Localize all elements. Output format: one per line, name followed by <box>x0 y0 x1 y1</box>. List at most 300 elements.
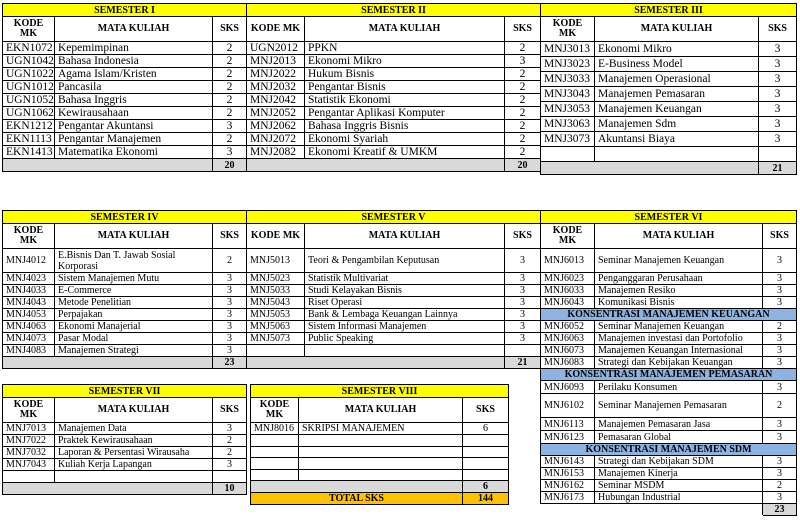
course-code: MNJ4033 <box>3 285 55 297</box>
kode-header: KODE MK <box>541 17 595 42</box>
course-code: MNJ7022 <box>3 435 55 447</box>
course-sks: 3 <box>759 102 797 117</box>
table-row <box>247 107 541 120</box>
total-label-cell <box>247 356 505 368</box>
course-name: Pengantar Bisnis <box>305 81 505 94</box>
table-row <box>247 249 541 273</box>
mata-kuliah-header: MATA KULIAH <box>595 17 759 42</box>
course-sks: 3 <box>505 297 541 309</box>
mata-kuliah-header: MATA KULIAH <box>305 17 505 42</box>
course-sks: 2 <box>213 42 247 55</box>
table-row <box>247 120 541 133</box>
course-code: MNJ5023 <box>247 273 305 285</box>
course-sks: 3 <box>213 297 247 309</box>
konsentrasi-sdm-title: KONSENTRASI MANAJEMEN SDM <box>541 444 797 456</box>
course-code: EKN1413 <box>3 146 55 159</box>
course-name: Manajemen Kinerja <box>595 468 763 480</box>
empty-cell <box>3 471 55 483</box>
course-sks: 2 <box>505 94 541 107</box>
empty-cell <box>247 345 305 357</box>
semester-1-table <box>2 3 247 172</box>
kode-header: KODE MK <box>247 17 305 42</box>
empty-cell <box>251 435 299 447</box>
course-name: Manajemen Keuangan Internasional <box>595 345 763 357</box>
course-code: MNJ6052 <box>541 321 595 333</box>
empty-cell <box>299 446 463 458</box>
table-row <box>3 94 247 107</box>
course-sks: 3 <box>763 249 797 273</box>
table-row <box>541 456 797 468</box>
table-row <box>3 285 247 297</box>
empty-cell <box>505 345 541 357</box>
course-code: MNJ2032 <box>247 81 305 94</box>
course-name: Sistem Manajemen Mutu <box>55 273 213 285</box>
course-name: Pancasila <box>55 81 213 94</box>
course-sks: 3 <box>763 273 797 285</box>
semester-1-title: SEMESTER I <box>3 4 247 17</box>
table-row <box>247 146 541 159</box>
course-name: Penganggaran Perusahaan <box>595 273 763 285</box>
course-code: MNJ6093 <box>541 381 595 394</box>
table-row <box>247 273 541 285</box>
table-row <box>541 431 797 444</box>
kode-header: KODE MK <box>251 398 299 423</box>
course-name: Akuntansi Biaya <box>595 132 759 147</box>
course-sks: 2 <box>505 120 541 133</box>
course-code: MNJ7013 <box>3 423 55 435</box>
course-code: UGN1052 <box>3 94 55 107</box>
semester-5-table <box>246 210 541 369</box>
course-code: MNJ4073 <box>3 333 55 345</box>
course-code: MNJ3023 <box>541 57 595 72</box>
semester-6-table <box>540 210 797 516</box>
table-row <box>3 423 247 435</box>
course-code: MNJ5033 <box>247 285 305 297</box>
course-sks: 3 <box>213 423 247 435</box>
course-sks: 3 <box>505 249 541 273</box>
course-name: Studi Kelayakan Bisnis <box>305 285 505 297</box>
course-code: MNJ6043 <box>541 297 595 309</box>
course-code: MNJ6033 <box>541 285 595 297</box>
course-sks: 2 <box>213 68 247 81</box>
course-sks: 2 <box>213 133 247 146</box>
table-row <box>3 107 247 120</box>
table-row <box>541 285 797 297</box>
table-row <box>541 72 797 87</box>
semester-2-total: 20 <box>505 159 541 172</box>
table-row <box>3 273 247 285</box>
course-sks: 3 <box>763 492 797 504</box>
course-code: MNJ7043 <box>3 459 55 471</box>
course-sks: 3 <box>763 418 797 431</box>
course-name: Manajemen investasi dan Portofolio <box>595 333 763 345</box>
empty-row <box>251 446 509 458</box>
course-code: MNJ4063 <box>3 321 55 333</box>
course-sks: 3 <box>505 55 541 68</box>
table-row <box>541 468 797 480</box>
empty-cell <box>251 469 299 481</box>
empty-cell <box>299 458 463 470</box>
table-row <box>541 132 797 147</box>
course-code: MNJ3043 <box>541 87 595 102</box>
kode-header: KODE MK <box>3 224 55 249</box>
course-code: MNJ3033 <box>541 72 595 87</box>
total-label-cell <box>247 159 505 172</box>
course-name: Seminar MSDM <box>595 480 763 492</box>
empty-row <box>541 147 797 162</box>
course-code: MNJ3073 <box>541 132 595 147</box>
table-row <box>3 459 247 471</box>
sks-header: SKS <box>759 17 797 42</box>
course-name: E.Bisnis Dan T. Jawab Sosial Korporasi <box>55 249 213 273</box>
sks-header: SKS <box>213 224 247 249</box>
course-sks: 3 <box>763 333 797 345</box>
course-name: Seminar Manajemen Keuangan <box>595 249 763 273</box>
table-row <box>3 297 247 309</box>
total-label-cell <box>251 481 463 493</box>
empty-row <box>247 345 541 357</box>
course-name: Seminar Manajemen Pemasaran <box>595 394 763 418</box>
sks-header: SKS <box>763 224 797 249</box>
semester-7-title: SEMESTER VII <box>3 385 247 398</box>
course-name: Kewirausahaan <box>55 107 213 120</box>
course-sks: 3 <box>759 87 797 102</box>
semester-8-total: 6 <box>463 481 509 493</box>
sks-header: SKS <box>213 17 247 42</box>
course-sks: 2 <box>763 480 797 492</box>
course-name: Perilaku Konsumen <box>595 381 763 394</box>
course-code: MNJ2013 <box>247 55 305 68</box>
course-name: Agama Islam/Kristen <box>55 68 213 81</box>
semester-3-table <box>540 3 797 175</box>
course-name: Strategi dan Kebijakan SDM <box>595 456 763 468</box>
course-name: Statistik Multivariat <box>305 273 505 285</box>
course-sks: 2 <box>505 133 541 146</box>
course-sks: 3 <box>763 456 797 468</box>
course-code: UGN1022 <box>3 68 55 81</box>
course-sks: 3 <box>505 333 541 345</box>
semester-3-title: SEMESTER III <box>541 4 797 17</box>
course-code: MNJ5063 <box>247 321 305 333</box>
course-sks: 3 <box>213 333 247 345</box>
course-sks: 2 <box>505 146 541 159</box>
table-row <box>3 81 247 94</box>
course-name: Bahasa Indonesia <box>55 55 213 68</box>
course-code: MNJ2082 <box>247 146 305 159</box>
table-row <box>3 447 247 459</box>
course-name: Laporan & Persentasi Wirausaha <box>55 447 213 459</box>
course-sks: 2 <box>505 68 541 81</box>
course-sks: 3 <box>213 309 247 321</box>
course-code: UGN1062 <box>3 107 55 120</box>
table-row <box>541 42 797 57</box>
table-row <box>541 394 797 418</box>
kode-header: KODE MK <box>541 224 595 249</box>
course-code: MNJ6083 <box>541 357 595 369</box>
table-row <box>541 57 797 72</box>
course-code: MNJ8016 <box>251 423 299 435</box>
course-name: Strategi dan Kebijakan Keuangan <box>595 357 763 369</box>
course-code: MNJ3013 <box>541 42 595 57</box>
course-code: UGN1012 <box>3 81 55 94</box>
table-row <box>541 480 797 492</box>
table-row <box>541 345 797 357</box>
course-code: MNJ2062 <box>247 120 305 133</box>
course-sks: 3 <box>759 132 797 147</box>
table-row <box>541 249 797 273</box>
course-sks: 3 <box>505 321 541 333</box>
course-code: MNJ6123 <box>541 431 595 444</box>
course-name: Praktek Kewirausahaan <box>55 435 213 447</box>
empty-row <box>3 471 247 483</box>
empty-cell <box>251 458 299 470</box>
course-name: Bank & Lembaga Keuangan Lainnya <box>305 309 505 321</box>
course-code: MNJ5073 <box>247 333 305 345</box>
empty-row <box>251 435 509 447</box>
table-row <box>541 381 797 394</box>
course-name: Matematika Ekonomi <box>55 146 213 159</box>
course-code: MNJ6153 <box>541 468 595 480</box>
course-name: PPKN <box>305 42 505 55</box>
course-sks: 3 <box>505 309 541 321</box>
table-row <box>541 102 797 117</box>
course-sks: 2 <box>213 107 247 120</box>
empty-cell <box>305 345 505 357</box>
course-code: MNJ3053 <box>541 102 595 117</box>
course-name: Statistik Ekonomi <box>305 94 505 107</box>
table-row <box>247 55 541 68</box>
course-name: Manajemen Sdm <box>595 117 759 132</box>
course-name: Kepemimpinan <box>55 42 213 55</box>
course-name: Pengantar Manajemen <box>55 133 213 146</box>
course-sks: 3 <box>763 345 797 357</box>
course-name: Manajemen Operasional <box>595 72 759 87</box>
course-code: UGN1042 <box>3 55 55 68</box>
course-code: MNJ2042 <box>247 94 305 107</box>
course-code: MNJ4023 <box>3 273 55 285</box>
course-code: MNJ4083 <box>3 345 55 357</box>
table-row <box>541 333 797 345</box>
empty-cell <box>55 471 213 483</box>
table-row <box>247 133 541 146</box>
empty-cell <box>463 435 509 447</box>
course-name: Manajemen Pemasaran <box>595 87 759 102</box>
empty-row <box>251 469 509 481</box>
course-sks: 2 <box>505 107 541 120</box>
total-label-cell <box>3 482 213 494</box>
course-sks: 2 <box>213 94 247 107</box>
mata-kuliah-header: MATA KULIAH <box>299 398 463 423</box>
table-row <box>541 87 797 102</box>
course-name: Ekonomi Kreatif & UMKM <box>305 146 505 159</box>
course-name: Pengantar Akuntansi <box>55 120 213 133</box>
course-code: MNJ7032 <box>3 447 55 459</box>
course-code: MNJ5013 <box>247 249 305 273</box>
course-name: Sistem Informasi Manajemen <box>305 321 505 333</box>
course-name: Kuliah Kerja Lapangan <box>55 459 213 471</box>
course-name: Manajemen Keuangan <box>595 102 759 117</box>
semester-6-total: 23 <box>763 504 797 516</box>
table-row <box>541 321 797 333</box>
course-name: Ekonomi Manajerial <box>55 321 213 333</box>
mata-kuliah-header: MATA KULIAH <box>55 224 213 249</box>
course-name: Perpajakan <box>55 309 213 321</box>
table-row <box>247 321 541 333</box>
course-code: MNJ2052 <box>247 107 305 120</box>
kode-header: KODE MK <box>3 17 55 42</box>
course-name: SKRIPSI MANAJEMEN <box>299 423 463 435</box>
sks-header: SKS <box>463 398 509 423</box>
sks-header: SKS <box>505 17 541 42</box>
empty-cell <box>759 147 797 162</box>
table-row <box>3 68 247 81</box>
course-sks: 3 <box>213 273 247 285</box>
table-row <box>247 309 541 321</box>
table-row <box>247 333 541 345</box>
sks-header: SKS <box>213 398 247 423</box>
table-row <box>3 249 247 273</box>
total-sks-value: 144 <box>463 493 509 505</box>
course-sks: 2 <box>213 81 247 94</box>
course-code: MNJ5053 <box>247 309 305 321</box>
course-code: MNJ6143 <box>541 456 595 468</box>
table-row <box>3 55 247 68</box>
sks-header: SKS <box>505 224 541 249</box>
course-code: MNJ6113 <box>541 418 595 431</box>
empty-cell <box>595 147 759 162</box>
course-sks: 3 <box>213 146 247 159</box>
empty-cell <box>299 469 463 481</box>
empty-cell <box>463 458 509 470</box>
konsentrasi-keuangan-title: KONSENTRASI MANAJEMEN KEUANGAN <box>541 309 797 321</box>
course-name: Hukum Bisnis <box>305 68 505 81</box>
table-row <box>541 418 797 431</box>
table-row <box>3 309 247 321</box>
total-label-cell <box>541 162 759 175</box>
table-row <box>3 146 247 159</box>
table-row <box>247 81 541 94</box>
semester-7-table <box>2 384 247 495</box>
course-code: MNJ2022 <box>247 68 305 81</box>
table-row <box>3 333 247 345</box>
course-name: Manajemen Data <box>55 423 213 435</box>
semester-2-table <box>246 3 541 172</box>
total-label-cell <box>3 357 213 369</box>
total-sks-label: TOTAL SKS <box>251 493 463 505</box>
course-code: MNJ4053 <box>3 309 55 321</box>
table-row <box>3 321 247 333</box>
course-code: MNJ3063 <box>541 117 595 132</box>
course-code: EKN1212 <box>3 120 55 133</box>
empty-cell <box>251 446 299 458</box>
empty-cell <box>541 147 595 162</box>
table-row <box>3 120 247 133</box>
mata-kuliah-header: MATA KULIAH <box>595 224 763 249</box>
course-code: EKN1113 <box>3 133 55 146</box>
table-row <box>541 357 797 369</box>
course-sks: 3 <box>505 285 541 297</box>
table-row <box>3 42 247 55</box>
course-sks: 2 <box>213 447 247 459</box>
semester-8-table <box>250 384 509 505</box>
empty-cell <box>213 471 247 483</box>
empty-cell <box>463 469 509 481</box>
course-name: E-Business Model <box>595 57 759 72</box>
course-name: Bahasa Inggris Bisnis <box>305 120 505 133</box>
course-name: Manajemen Strategi <box>55 345 213 357</box>
table-row <box>541 117 797 132</box>
semester-4-title: SEMESTER IV <box>3 211 247 224</box>
semester-5-title: SEMESTER V <box>247 211 541 224</box>
course-sks: 3 <box>759 72 797 87</box>
course-sks: 3 <box>763 357 797 369</box>
course-name: Metode Penelitian <box>55 297 213 309</box>
course-name: Seminar Manajemen Keuangan <box>595 321 763 333</box>
total-label-cell <box>541 504 763 516</box>
course-sks: 3 <box>759 117 797 132</box>
course-sks: 3 <box>763 431 797 444</box>
course-code: MNJ4012 <box>3 249 55 273</box>
course-code: MNJ6023 <box>541 273 595 285</box>
semester-7-total: 10 <box>213 482 247 494</box>
mata-kuliah-header: MATA KULIAH <box>305 224 505 249</box>
table-row <box>3 435 247 447</box>
course-code: MNJ2072 <box>247 133 305 146</box>
course-name: Ekonomi Mikro <box>305 55 505 68</box>
table-row <box>251 423 509 435</box>
table-row <box>247 285 541 297</box>
course-sks: 3 <box>763 381 797 394</box>
course-sks: 2 <box>213 435 247 447</box>
table-row <box>3 133 247 146</box>
course-sks: 3 <box>763 468 797 480</box>
konsentrasi-pemasaran-title: KONSENTRASI MANAJEMEN PEMASARAN <box>541 369 797 381</box>
table-row <box>541 297 797 309</box>
course-sks: 3 <box>763 285 797 297</box>
course-name: E-Commerce <box>55 285 213 297</box>
course-name: Teori & Pengambilan Keputusan <box>305 249 505 273</box>
course-name: Ekonomi Mikro <box>595 42 759 57</box>
empty-cell <box>299 435 463 447</box>
course-name: Public Speaking <box>305 333 505 345</box>
course-code: MNJ6013 <box>541 249 595 273</box>
course-code: MNJ5043 <box>247 297 305 309</box>
table-row <box>247 94 541 107</box>
course-sks: 2 <box>763 321 797 333</box>
course-name: Ekonomi Syariah <box>305 133 505 146</box>
course-code: EKN1072 <box>3 42 55 55</box>
course-sks: 2 <box>505 81 541 94</box>
course-name: Pemasaran Global <box>595 431 763 444</box>
table-row <box>541 492 797 504</box>
semester-1-total: 20 <box>213 159 247 172</box>
semester-2-title: SEMESTER II <box>247 4 541 17</box>
table-row <box>247 42 541 55</box>
course-sks: 3 <box>759 57 797 72</box>
semester-8-title: SEMESTER VIII <box>251 385 509 398</box>
course-sks: 2 <box>213 249 247 273</box>
course-name: Riset Operasi <box>305 297 505 309</box>
course-sks: 2 <box>763 394 797 418</box>
course-code: MNJ6073 <box>541 345 595 357</box>
course-code: MNJ6102 <box>541 394 595 418</box>
course-name: Bahasa Inggris <box>55 94 213 107</box>
course-sks: 3 <box>505 273 541 285</box>
course-code: MNJ6162 <box>541 480 595 492</box>
kode-header: KODE MK <box>3 398 55 423</box>
course-sks: 3 <box>213 345 247 357</box>
semester-5-total: 21 <box>505 356 541 368</box>
